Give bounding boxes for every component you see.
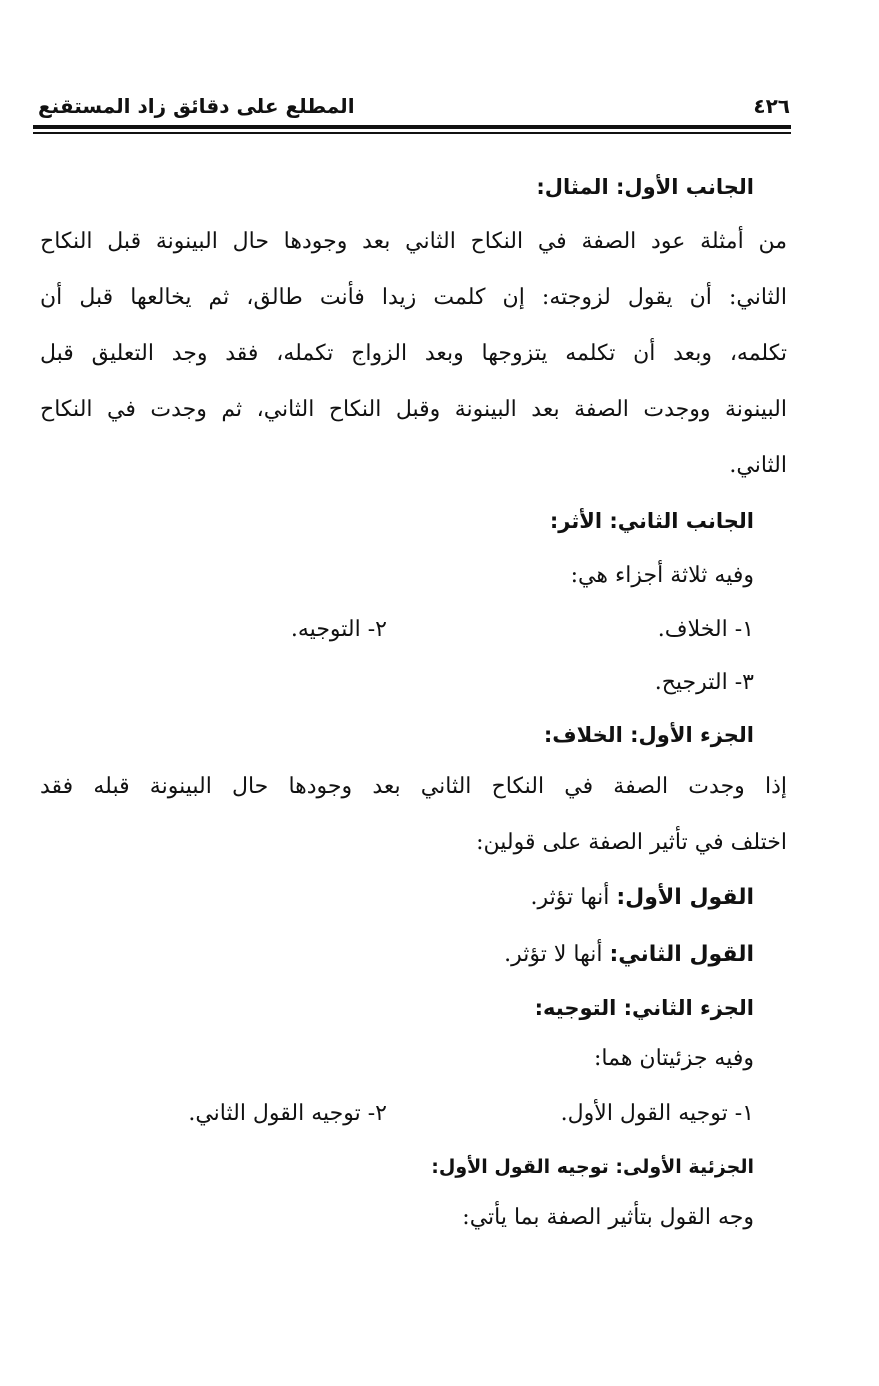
header-rule-thin	[33, 132, 791, 134]
paragraph-line: البينونة ووجدت الصفة بعد البينونة وقبل النكاح الثاني، ثم وجدت في النكاح	[40, 397, 787, 422]
list-item: ١- توجيه القول الأول.	[560, 1101, 754, 1126]
book-title: المطلع على دقائق زاد المستقنع	[38, 94, 355, 118]
opinion-label: القول الثاني:	[609, 942, 754, 967]
opinion-text: أنها تؤثر.	[530, 885, 610, 910]
heading-part-1: الجزء الأول: الخلاف:	[543, 723, 754, 747]
opinion-label: القول الأول:	[616, 885, 754, 910]
list-item: ١- الخلاف.	[657, 617, 754, 642]
page-number: ٤٢٦	[753, 94, 790, 118]
subparts-intro: وفيه جزئيتان هما:	[594, 1046, 754, 1071]
opinion-2	[504, 940, 754, 970]
paragraph-line: الثاني: أن يقول لزوجته: إن كلمت زيدا فأنت طالق، ثم يخالعها قبل أن	[40, 285, 787, 310]
paragraph-line: تكلمه، وبعد أن تكلمه يتزوجها وبعد الزواج تكمله، فقد وجد التعليق قبل	[40, 341, 787, 366]
paragraph-line: إذا وجدت الصفة في النكاح الثاني بعد وجودها حال البينونة قبله فقد	[40, 774, 787, 799]
paragraph-line: اختلف في تأثير الصفة على قولين:	[476, 830, 787, 855]
heading-aspect-2: الجانب الثاني: الأثر:	[549, 509, 754, 533]
opinion-text: أنها لا تؤثر.	[504, 942, 603, 967]
parts-intro: وفيه ثلاثة أجزاء هي:	[570, 563, 754, 588]
list-item: ٢- التوجيه.	[290, 617, 387, 642]
paragraph-line: الثاني.	[729, 453, 787, 478]
header-rule-thick	[33, 125, 791, 129]
heading-part-2: الجزء الثاني: التوجيه:	[534, 996, 754, 1020]
list-item: ٣- الترجيح.	[654, 670, 754, 695]
heading-subpart-1: الجزئية الأولى: توجيه القول الأول:	[431, 1156, 754, 1178]
heading-aspect-1: الجانب الأول: المثال:	[536, 175, 754, 199]
list-item: ٢- توجيه القول الثاني.	[188, 1101, 387, 1126]
paragraph-line: وجه القول بتأثير الصفة بما يأتي:	[462, 1205, 754, 1230]
running-header	[30, 94, 790, 120]
opinion-1	[531, 883, 755, 913]
paragraph-line: من أمثلة عود الصفة في النكاح الثاني بعد وجودها حال البينونة قبل النكاح	[40, 229, 787, 254]
